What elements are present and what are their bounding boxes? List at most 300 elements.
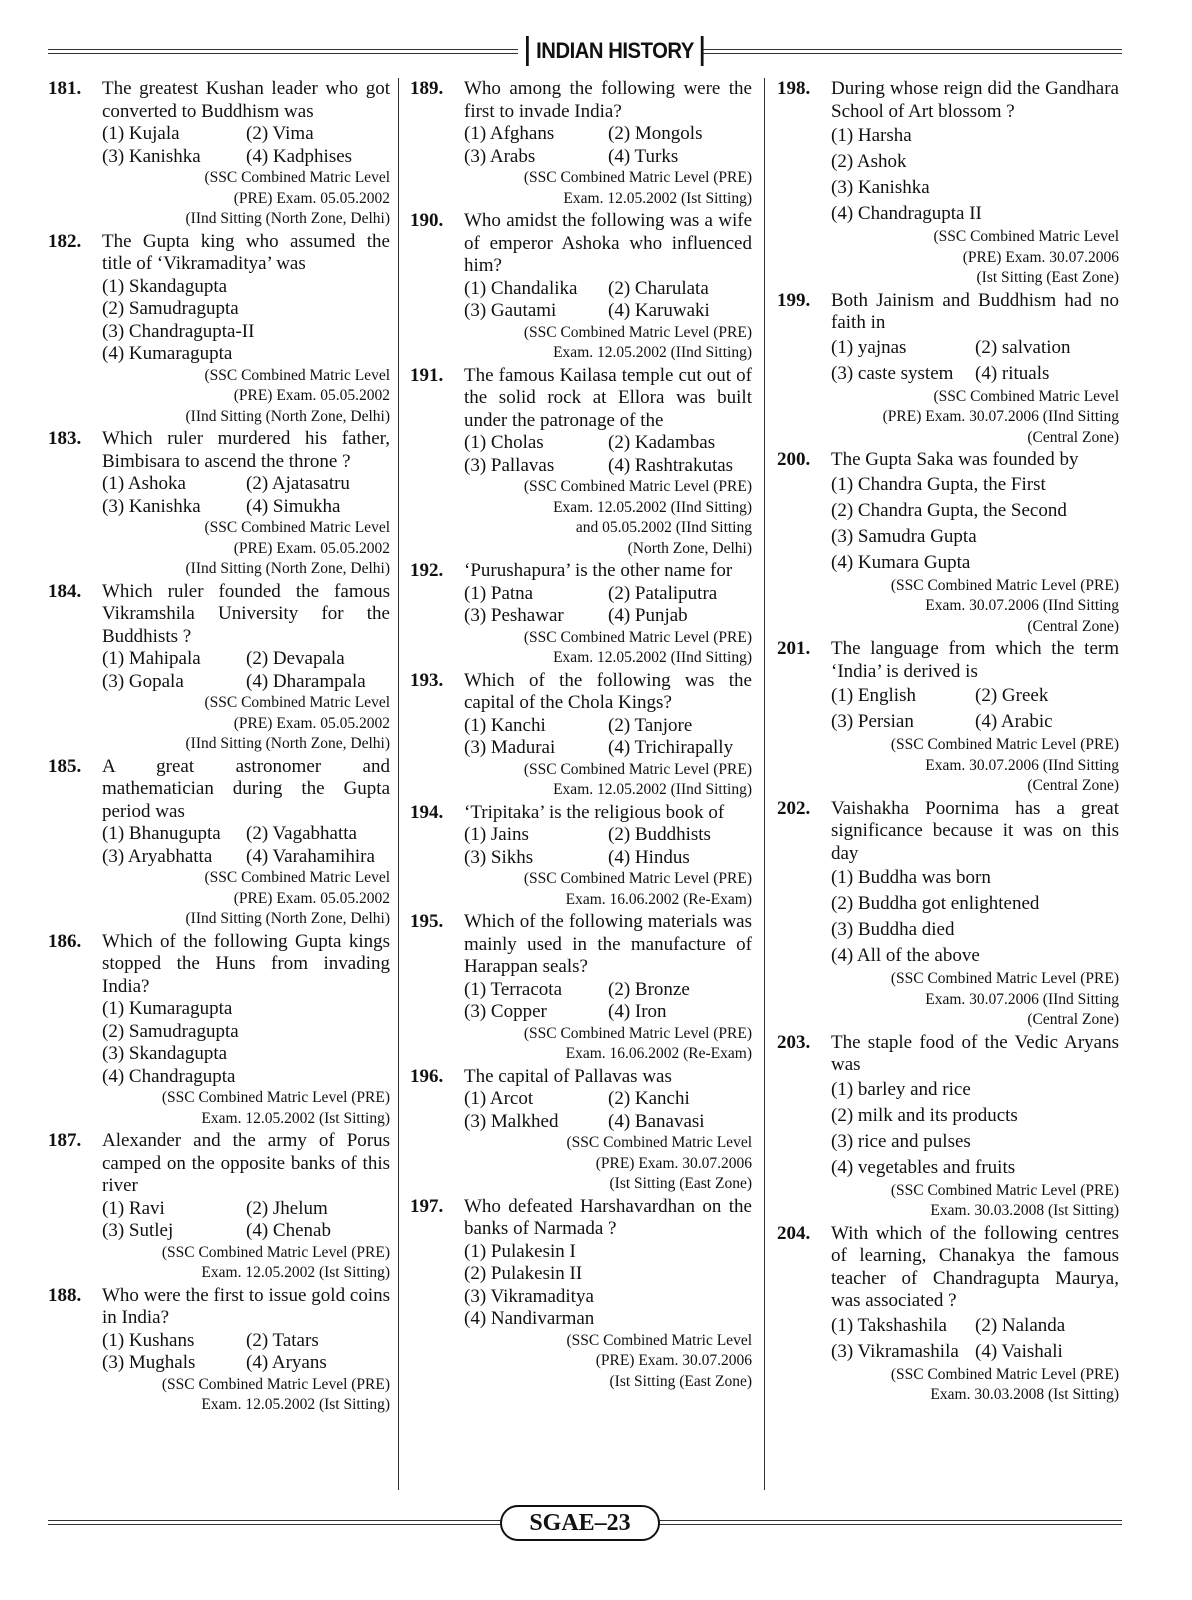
options-row — [464, 824, 752, 847]
options-row — [831, 498, 1119, 524]
options-row — [102, 298, 390, 321]
options-row — [831, 1313, 1119, 1339]
question-text: The capital of Pallavas was — [464, 1065, 672, 1087]
question-number: 195. — [410, 911, 444, 932]
question-item — [410, 802, 752, 911]
question-number: 182. — [48, 230, 82, 252]
question-item — [777, 1223, 1119, 1406]
options-row — [831, 709, 1119, 735]
source-line: (SSC Combined Matric Level (PRE) — [523, 478, 752, 495]
answer-option: (2) Tanjore — [608, 714, 693, 736]
question-item — [410, 1196, 752, 1393]
options-row — [102, 1198, 390, 1221]
answer-option: (4) Chenab — [246, 1220, 331, 1241]
options-row — [102, 671, 390, 694]
column-2 — [410, 78, 752, 1393]
answer-option: (2) Vagabhatta — [246, 823, 357, 844]
source-line: (PRE) Exam. 30.07.2006 — [962, 248, 1119, 266]
question-number: 184. — [48, 580, 82, 602]
answer-option: (1) Skandagupta — [102, 275, 228, 297]
source-line: (PRE) Exam. 30.07.2006 — [595, 1352, 752, 1369]
answer-option: (2) Bronze — [608, 978, 690, 1000]
question-item — [410, 911, 752, 1065]
answer-option: (1) Ravi — [102, 1197, 165, 1219]
section-title: INDIAN HISTORY — [526, 36, 704, 66]
options-row — [102, 1066, 390, 1089]
source-line: Exam. 16.06.2002 (Re-Exam) — [565, 1045, 752, 1062]
column-3 — [777, 78, 1119, 1407]
exam-source — [464, 1133, 752, 1195]
question-text: Which of the following was the capital of the Chola Kings? — [464, 669, 752, 713]
question-number: 202. — [777, 797, 811, 819]
answer-option: (2) Pataliputra — [608, 582, 718, 604]
source-line: Exam. 12.05.2002 (IInd Sitting) — [553, 344, 752, 361]
question-body — [102, 231, 390, 428]
question-item — [48, 931, 390, 1130]
answer-option: (4) Punjab — [608, 605, 688, 626]
answer-option: (3) Vikramashila — [831, 1340, 959, 1362]
exam-source — [102, 693, 390, 755]
options-row — [464, 432, 752, 455]
question-item — [777, 1032, 1119, 1222]
question-text: ‘Purushapura’ is the other name for — [464, 560, 733, 581]
answer-option: (3) rice and pulses — [831, 1130, 971, 1152]
source-line: (IInd Sitting (North Zone, Delhi) — [185, 407, 390, 425]
question-item — [777, 798, 1119, 1031]
options-row — [102, 146, 390, 169]
source-line: (PRE) Exam. 05.05.2002 — [233, 189, 390, 207]
source-line: (SSC Combined Matric Level (PRE) — [523, 628, 752, 646]
source-line: (SSC Combined Matric Level (PRE) — [523, 760, 752, 778]
source-line: Exam. 12.05.2002 (IInd Sitting) — [553, 498, 752, 516]
question-number: 188. — [48, 1284, 82, 1306]
answer-option: (3) Copper — [464, 1001, 547, 1022]
question-text: Both Jainism and Buddhism had no faith in — [831, 289, 1119, 333]
answer-option: (4) Aryans — [246, 1352, 327, 1373]
question-number: 204. — [777, 1222, 811, 1244]
question-body — [464, 802, 752, 911]
answer-option: (4) Hindus — [608, 846, 690, 868]
question-body — [102, 756, 390, 930]
exam-source — [831, 1365, 1119, 1406]
question-text: Which ruler murdered his father, Bimbisara to ascend the throne ? — [102, 428, 390, 472]
question-body — [102, 428, 390, 580]
answer-option: (1) Kujala — [102, 123, 180, 144]
question-body — [831, 1223, 1119, 1406]
answer-option: (3) Pallavas — [464, 454, 555, 476]
exam-source — [464, 869, 752, 910]
source-line: (Ist Sitting (East Zone) — [609, 1372, 752, 1390]
source-line: Exam. 16.06.2002 (Re-Exam) — [565, 890, 752, 908]
question-body — [464, 911, 752, 1065]
question-item — [48, 581, 390, 755]
question-text: The greatest Kushan leader who got converted to Buddhism was — [102, 78, 390, 122]
source-line: (PRE) Exam. 05.05.2002 — [233, 714, 390, 732]
exam-source — [102, 868, 390, 930]
exam-source — [102, 518, 390, 580]
page-footer — [48, 1505, 1122, 1541]
source-line: (North Zone, Delhi) — [627, 539, 752, 557]
options-row — [464, 979, 752, 1002]
options-row — [464, 1088, 752, 1111]
answer-option: (4) Vaishali — [975, 1340, 1063, 1362]
answer-option: (3) caste system — [831, 362, 954, 384]
answer-option: (3) Kanishka — [102, 145, 201, 167]
exam-source — [831, 1181, 1119, 1222]
options-row — [831, 865, 1119, 891]
question-text: During whose reign did the Gandhara School of Art blossom ? — [831, 78, 1119, 122]
options-row — [102, 343, 390, 366]
source-line: (IInd Sitting (North Zone, Delhi) — [185, 210, 390, 227]
answer-option: (3) Samudra Gupta — [831, 525, 977, 547]
question-number: 196. — [410, 1065, 444, 1087]
options-row — [464, 1286, 752, 1309]
question-item — [777, 449, 1119, 637]
options-row — [831, 1129, 1119, 1155]
source-line: (SSC Combined Matric Level — [204, 169, 390, 186]
question-item — [48, 78, 390, 230]
answer-option: (4) Varahamihira — [246, 845, 375, 867]
answer-option: (1) yajnas — [831, 336, 907, 358]
options-row — [464, 715, 752, 738]
question-number: 183. — [48, 428, 82, 449]
question-item — [777, 78, 1119, 289]
question-number: 181. — [48, 78, 82, 99]
source-line: (SSC Combined Matric Level (PRE) — [890, 970, 1119, 987]
options-row — [102, 496, 390, 519]
source-line: Exam. 12.05.2002 (IInd Sitting) — [553, 649, 752, 666]
answer-option: (2) Vima — [246, 123, 314, 144]
source-line: (SSC Combined Matric Level — [566, 1331, 752, 1349]
answer-option: (2) Samudragupta — [102, 298, 239, 319]
source-line: (Ist Sitting (East Zone) — [609, 1175, 752, 1192]
options-row — [102, 648, 390, 671]
question-body — [102, 931, 390, 1130]
answer-option: (1) barley and rice — [831, 1078, 971, 1100]
question-text: With which of the following centres of learning, Chanakya the famous teacher of Chandragupta Maurya, was associated ? — [831, 1222, 1119, 1311]
options-row — [464, 1241, 752, 1264]
source-line: (SSC Combined Matric Level — [204, 869, 390, 886]
question-text: Which of the following materials was mainly used in the manufacture of Harappan seals? — [464, 911, 752, 977]
source-line: (SSC Combined Matric Level (PRE) — [161, 1243, 390, 1261]
options-row — [464, 1001, 752, 1024]
source-line: Exam. 12.05.2002 (IInd Sitting) — [553, 781, 752, 798]
exam-source — [831, 227, 1119, 289]
question-number: 185. — [48, 755, 82, 777]
options-row — [464, 455, 752, 478]
question-item — [777, 290, 1119, 449]
source-line: (SSC Combined Matric Level (PRE) — [890, 1365, 1119, 1383]
source-line: (PRE) Exam. 05.05.2002 — [233, 539, 390, 557]
answer-option: (3) Chandragupta-II — [102, 320, 255, 342]
source-line: (SSC Combined Matric Level (PRE) — [523, 870, 752, 887]
options-row — [831, 891, 1119, 917]
answer-option: (4) Kumaragupta — [102, 343, 233, 364]
question-text: Who were the first to issue gold coins in India? — [102, 1284, 390, 1328]
options-row — [831, 472, 1119, 498]
options-row — [102, 1043, 390, 1066]
source-line: (PRE) Exam. 30.07.2006 (IInd Sitting — [882, 408, 1119, 425]
options-row — [102, 321, 390, 344]
source-line: (SSC Combined Matric Level (PRE) — [523, 169, 752, 186]
options-row — [102, 473, 390, 496]
answer-option: (3) Buddha died — [831, 919, 955, 940]
source-line: (PRE) Exam. 30.07.2006 — [595, 1154, 752, 1172]
source-line: (SSC Combined Matric Level (PRE) — [161, 1375, 390, 1393]
source-line: (IInd Sitting (North Zone, Delhi) — [185, 735, 390, 752]
header-rule-left — [48, 49, 518, 54]
question-text: The staple food of the Vedic Aryans was — [831, 1031, 1119, 1075]
source-line: (SSC Combined Matric Level — [204, 694, 390, 711]
question-body — [102, 78, 390, 230]
answer-option: (2) Buddhists — [608, 824, 711, 845]
answer-option: (1) Afghans — [464, 123, 555, 144]
answer-option: (4) Trichirapally — [608, 737, 734, 758]
source-line: Exam. 12.05.2002 (Ist Sitting) — [201, 1396, 390, 1413]
question-number: 191. — [410, 364, 444, 386]
options-row — [464, 146, 752, 169]
answer-option: (2) Devapala — [246, 648, 345, 669]
question-item — [410, 78, 752, 209]
column-1 — [48, 78, 390, 1417]
answer-option: (4) Banavasi — [608, 1110, 705, 1132]
answer-option: (1) Jains — [464, 824, 529, 845]
answer-option: (4) Turks — [608, 145, 679, 167]
exam-source — [102, 1243, 390, 1284]
answer-option: (1) Kumaragupta — [102, 998, 233, 1019]
answer-option: (1) English — [831, 685, 916, 706]
answer-option: (1) Terracota — [464, 978, 563, 1000]
question-number: 192. — [410, 560, 444, 581]
answer-option: (1) Pulakesin I — [464, 1240, 576, 1262]
header-rule-right — [698, 49, 1122, 54]
source-line: (SSC Combined Matric Level — [933, 387, 1119, 405]
answer-option: (1) Buddha was born — [831, 867, 991, 888]
answer-option: (4) Chandragupta — [102, 1065, 236, 1087]
answer-option: (1) Arcot — [464, 1088, 534, 1109]
source-line: Exam. 30.07.2006 (IInd Sitting — [925, 597, 1119, 614]
question-number: 201. — [777, 638, 811, 659]
options-row — [831, 123, 1119, 149]
answer-option: (1) Chandalika — [464, 277, 578, 299]
answer-option: (3) Aryabhatta — [102, 845, 213, 867]
options-row — [464, 1308, 752, 1331]
options-row — [831, 1077, 1119, 1103]
question-body — [464, 1066, 752, 1195]
source-line: (Central Zone) — [1027, 777, 1119, 794]
source-line: (SSC Combined Matric Level (PRE) — [523, 323, 752, 341]
source-line: Exam. 30.03.2008 (Ist Sitting) — [930, 1202, 1119, 1219]
source-line: Exam. 12.05.2002 (Ist Sitting) — [201, 1109, 390, 1127]
exam-source — [464, 628, 752, 669]
source-line: (SSC Combined Matric Level — [204, 366, 390, 384]
source-line: Exam. 12.05.2002 (Ist Sitting) — [563, 189, 752, 207]
options-row — [102, 823, 390, 846]
answer-option: (4) Arabic — [975, 711, 1053, 732]
answer-option: (3) Malkhed — [464, 1110, 559, 1132]
options-row — [831, 943, 1119, 969]
options-row — [464, 583, 752, 606]
answer-option: (4) rituals — [975, 362, 1050, 384]
answer-option: (2) Charulata — [608, 277, 709, 299]
exam-source — [831, 969, 1119, 1031]
answer-option: (1) Mahipala — [102, 648, 201, 669]
question-body — [464, 78, 752, 209]
question-body — [831, 78, 1119, 289]
answer-option: (1) Kanchi — [464, 714, 546, 736]
question-number: 203. — [777, 1031, 811, 1053]
source-line: (IInd Sitting (North Zone, Delhi) — [185, 560, 390, 577]
question-text: The Gupta Saka was founded by — [831, 449, 1079, 470]
source-line: (Ist Sitting (East Zone) — [976, 269, 1119, 286]
source-line: (PRE) Exam. 05.05.2002 — [233, 889, 390, 907]
source-line: Exam. 30.07.2006 (IInd Sitting — [925, 756, 1119, 774]
answer-option: (3) Sikhs — [464, 846, 534, 868]
question-number: 197. — [410, 1195, 444, 1217]
question-number: 186. — [48, 930, 82, 952]
question-item — [48, 231, 390, 428]
options-row — [464, 278, 752, 301]
question-text: Which of the following Gupta kings stopped the Huns from invading India? — [102, 930, 390, 997]
answer-option: (3) Arabs — [464, 145, 536, 167]
question-columns — [48, 78, 1122, 1493]
answer-option: (1) Patna — [464, 582, 534, 604]
options-row — [831, 683, 1119, 709]
question-text: Which ruler founded the famous Vikramshila University for the Buddhists ? — [102, 580, 390, 647]
answer-option: (2) Samudragupta — [102, 1020, 239, 1042]
question-body — [102, 1285, 390, 1416]
answer-option: (1) Kushans — [102, 1329, 195, 1351]
question-number: 194. — [410, 801, 444, 823]
question-number: 199. — [777, 289, 811, 311]
question-text: ‘Tripitaka’ is the religious book of — [464, 801, 725, 823]
exam-source — [102, 168, 390, 230]
source-line: (SSC Combined Matric Level (PRE) — [890, 1181, 1119, 1199]
source-line: (SSC Combined Matric Level (PRE) — [890, 736, 1119, 753]
options-row — [102, 998, 390, 1021]
options-row — [831, 1103, 1119, 1129]
options-row — [831, 550, 1119, 576]
answer-option: (4) Dharampala — [246, 670, 366, 692]
question-item — [48, 428, 390, 580]
source-line: Exam. 30.07.2006 (IInd Sitting — [925, 990, 1119, 1008]
question-item — [410, 1066, 752, 1195]
options-row — [831, 201, 1119, 227]
answer-option: (1) Chandra Gupta, the First — [831, 473, 1046, 495]
answer-option: (4) Nandivarman — [464, 1308, 595, 1329]
answer-option: (4) vegetables and fruits — [831, 1156, 1016, 1178]
answer-option: (3) Mughals — [102, 1352, 196, 1373]
question-item — [410, 210, 752, 364]
question-item — [48, 1285, 390, 1416]
answer-option: (3) Skandagupta — [102, 1043, 228, 1064]
question-body — [831, 798, 1119, 1031]
question-item — [410, 670, 752, 801]
question-body — [464, 1196, 752, 1393]
answer-option: (3) Sutlej — [102, 1220, 174, 1241]
options-row — [464, 123, 752, 146]
answer-option: (4) Rashtrakutas — [608, 454, 734, 476]
question-item — [777, 638, 1119, 797]
question-body — [464, 560, 752, 669]
exam-source — [831, 387, 1119, 449]
source-line: (IInd Sitting (North Zone, Delhi) — [185, 910, 390, 927]
question-number: 193. — [410, 669, 444, 691]
question-number: 190. — [410, 210, 444, 231]
source-line: and 05.05.2002 (IInd Sitting — [575, 519, 752, 536]
answer-option: (3) Gautami — [464, 300, 557, 321]
options-row — [464, 1263, 752, 1286]
options-row — [831, 524, 1119, 550]
question-text: Who amidst the following was a wife of emperor Ashoka who influenced him? — [464, 210, 752, 276]
answer-option: (2) milk and its products — [831, 1104, 1018, 1126]
answer-option: (3) Kanishka — [831, 177, 930, 198]
options-row — [831, 1155, 1119, 1181]
answer-option: (1) Harsha — [831, 125, 912, 146]
question-number: 189. — [410, 78, 444, 99]
options-row — [831, 335, 1119, 361]
answer-option: (2) Ajatasatru — [246, 473, 350, 494]
column-divider — [398, 78, 399, 1490]
source-line: (Central Zone) — [1027, 428, 1119, 446]
answer-option: (2) Nalanda — [975, 1314, 1066, 1336]
exam-source — [464, 477, 752, 559]
options-row — [102, 123, 390, 146]
source-line: (SSC Combined Matric Level — [933, 228, 1119, 245]
answer-option: (2) Kadambas — [608, 432, 716, 453]
question-body — [831, 290, 1119, 449]
answer-option: (2) Tatars — [246, 1329, 319, 1351]
question-number: 198. — [777, 78, 811, 99]
answer-option: (4) Chandragupta II — [831, 203, 982, 224]
source-line: (SSC Combined Matric Level (PRE) — [161, 1089, 390, 1106]
exam-source — [464, 1331, 752, 1393]
exam-source — [831, 576, 1119, 638]
answer-option: (4) Kumara Gupta — [831, 551, 971, 573]
question-text: A great astronomer and mathematician during the Gupta period was — [102, 755, 390, 822]
source-line: (Central Zone) — [1027, 1011, 1119, 1028]
answer-option: (2) salvation — [975, 336, 1071, 358]
answer-option: (3) Persian — [831, 711, 914, 732]
exam-source — [102, 366, 390, 428]
options-row — [831, 175, 1119, 201]
answer-option: (4) Kadphises — [246, 145, 353, 167]
question-body — [831, 449, 1119, 637]
options-row — [102, 1220, 390, 1243]
source-line: (PRE) Exam. 05.05.2002 — [233, 387, 390, 404]
question-item — [410, 365, 752, 560]
answer-option: (2) Jhelum — [246, 1197, 328, 1219]
answer-option: (2) Pulakesin II — [464, 1263, 583, 1284]
exam-source — [464, 323, 752, 364]
exam-source — [464, 1024, 752, 1065]
answer-option: (1) Bhanugupta — [102, 823, 221, 844]
answer-option: (3) Vikramaditya — [464, 1285, 594, 1307]
options-row — [102, 846, 390, 869]
options-row — [102, 1352, 390, 1375]
options-row — [831, 1339, 1119, 1365]
exam-source — [464, 760, 752, 801]
answer-option: (1) Ashoka — [102, 473, 186, 494]
answer-option: (4) All of the above — [831, 945, 980, 966]
answer-option: (3) Madurai — [464, 737, 556, 758]
question-body — [831, 638, 1119, 797]
question-text: Alexander and the army of Porus camped on the opposite banks of this river — [102, 1130, 390, 1196]
question-body — [464, 365, 752, 560]
page-header — [48, 36, 1122, 66]
answer-option: (2) Buddha got enlightened — [831, 893, 1040, 914]
options-row — [831, 149, 1119, 175]
